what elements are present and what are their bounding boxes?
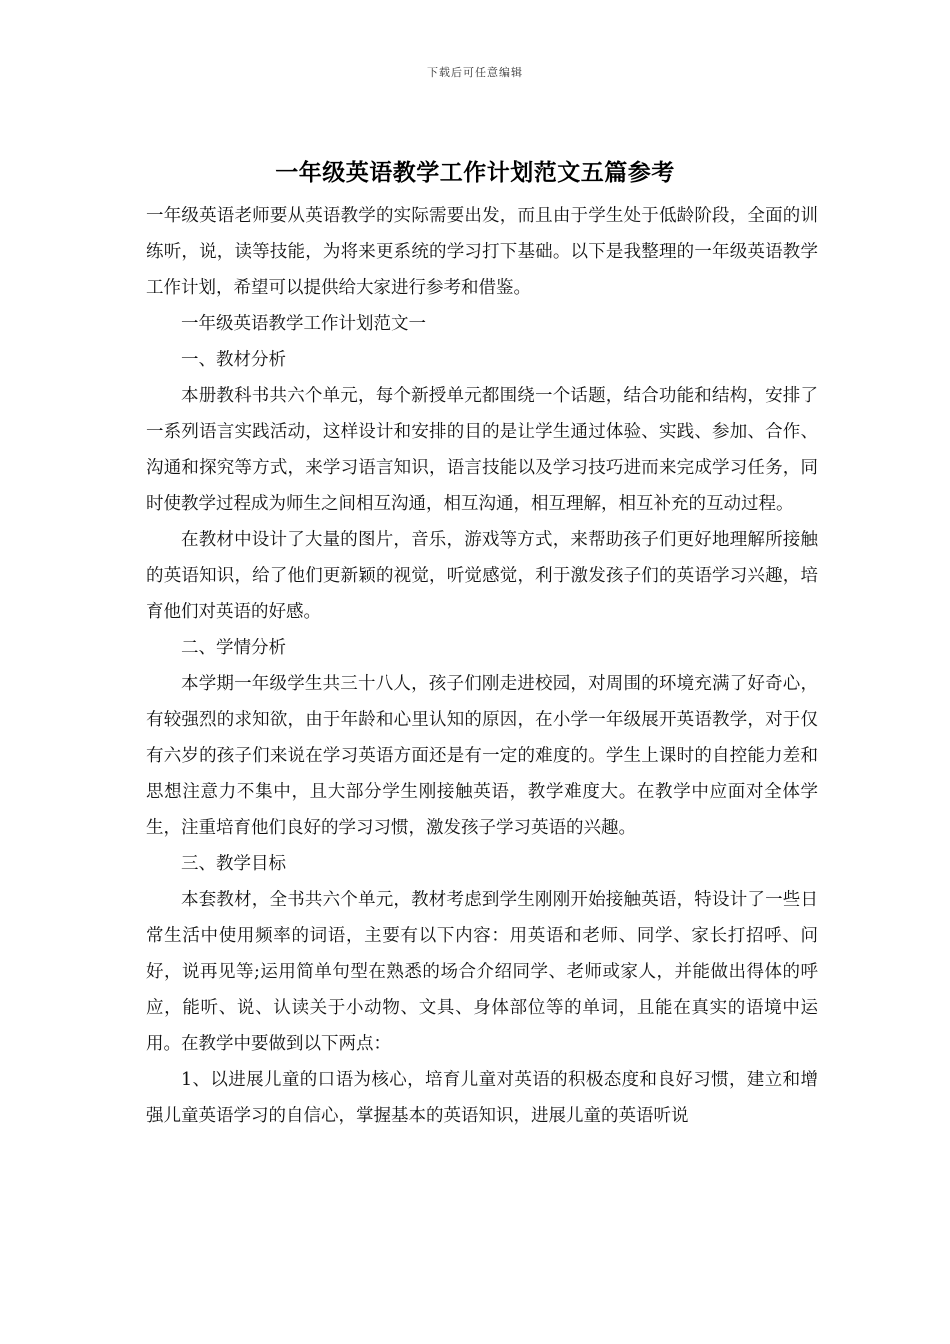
section-heading: 三、教学目标 xyxy=(181,854,286,874)
section-heading: 二、学情分析 xyxy=(181,638,286,658)
document-body xyxy=(146,198,818,1134)
header-note: 下载后可任意编辑 xyxy=(427,66,523,79)
intro-paragraph: 一年级英语老师要从英语教学的实际需要出发，而且由于学生处于低龄阶段，全面的训练听，说，读等技能，为将来更系统的学习打下基础。以下是我整理的一年级英语教学工作计划，希望可以提供给大家进行参考和借鉴。 xyxy=(146,206,818,298)
body-paragraph: 本册教科书共六个单元，每个新授单元都围绕一个话题，结合功能和结构，安排了一系列语言实践活动，这样设计和安排的目的是让学生通过体验、实践、参加、合作、沟通和探究等方式，来学习语言知识，语言技能以及学习技巧进而来完成学习任务，同时使教学过程成为师生之间相互沟通，相互沟通，相互理解，相互补充的互动过程。 xyxy=(146,386,818,514)
body-paragraph: 在教材中设计了大量的图片，音乐，游戏等方式，来帮助孩子们更好地理解所接触的英语知识，给了他们更新颖的视觉，听觉感觉，利于激发孩子们的英语学习兴趣，培育他们对英语的好感。 xyxy=(146,530,818,622)
section-heading: 一、教材分析 xyxy=(181,350,286,370)
body-paragraph: 1、以进展儿童的口语为核心，培育儿童对英语的积极态度和良好习惯，建立和增强儿童英语学习的自信心，掌握基本的英语知识，进展儿童的英语听说 xyxy=(146,1070,818,1126)
body-paragraph: 本学期一年级学生共三十八人，孩子们刚走进校园，对周围的环境充满了好奇心，有较强烈的求知欲，由于年龄和心里认知的原因，在小学一年级展开英语教学，对于仅有六岁的孩子们来说在学习英语方面还是有一定的难度的。学生上课时的自控能力差和思想注意力不集中，且大部分学生刚接触英语，教学难度大。在教学中应面对全体学生，注重培育他们良好的学习习惯，激发孩子学习英语的兴趣。 xyxy=(146,674,818,838)
document-title: 一年级英语教学工作计划范文五篇参考 xyxy=(275,160,675,186)
body-paragraph: 本套教材，全书共六个单元，教材考虑到学生刚刚开始接触英语，特设计了一些日常生活中使用频率的词语，主要有以下内容：用英语和老师、同学、家长打招呼、问好，说再见等;运用简单句型在熟悉的场合介绍同学、老师或家人，并能做出得体的呼应，能听、说、认读关于小动物、文具、身体部位等的单词，且能在真实的语境中运用。在教学中要做到以下两点： xyxy=(146,890,818,1054)
section-title: 一年级英语教学工作计划范文一 xyxy=(181,314,426,334)
